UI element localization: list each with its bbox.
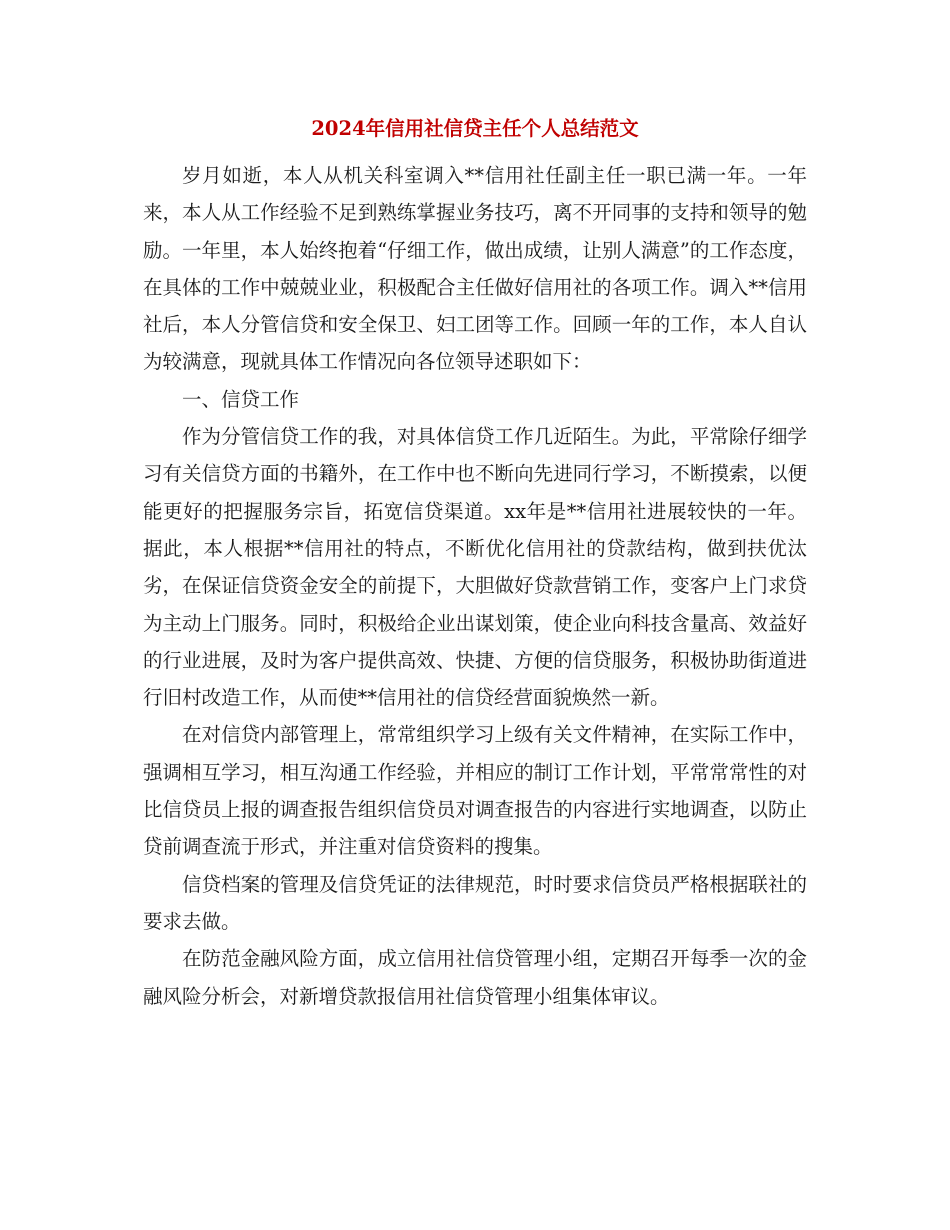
document-body: [143, 157, 807, 1015]
section-heading-credit-work: 一、信贷工作: [182, 387, 300, 411]
paragraph-internal-management: 在对信贷内部管理上，常常组织学习上级有关文件精神，在实际工作中，强调相互学习，相互沟通工作经验，并相应的制订工作计划，平常常常性的对比信贷员上报的调查报告组织信贷员对调查报告的内容进行实地调查，以防止贷前调查流于形式，并注重对信贷资料的搜集。: [143, 723, 807, 859]
paragraph-credit-work: 作为分管信贷工作的我，对具体信贷工作几近陌生。为此，平常除仔细学习有关信贷方面的书籍外，在工作中也不断向先进同行学习，不断摸索，以便能更好的把握服务宗旨，拓宽信贷渠道。xx年是**信用社进展较快的一年。据此，本人根据**信用社的特点，不断优化信用社的贷款结构，做到扶优汰劣，在保证信贷资金安全的前提下，大胆做好贷款营销工作，变客户上门求贷为主动上门服务。同时，积极给企业出谋划策，使企业向科技含量高、效益好的行业进展，及时为客户提供高效、快捷、方便的信贷服务，积极协助街道进行旧村改造工作，从而使**信用社的信贷经营面貌焕然一新。: [143, 425, 807, 710]
paragraph-intro: 岁月如逝，本人从机关科室调入**信用社任副主任一职已满一年。一年来，本人从工作经验不足到熟练掌握业务技巧，离不开同事的支持和领导的勉励。一年里，本人始终抱着“仔细工作，做出成绩，让别人满意”的工作态度，在具体的工作中兢兢业业，积极配合主任做好信用社的各项工作。调入**信用社后，本人分管信贷和安全保卫、妇工团等工作。回顾一年的工作，本人自认为较满意，现就具体工作情况向各位领导述职如下：: [143, 164, 807, 374]
paragraph-risk-prevention: 在防范金融风险方面，成立信用社信贷管理小组，定期召开每季一次的金融风险分析会，对新增贷款报信用社信贷管理小组集体审议。: [143, 947, 807, 1008]
paragraph-credit-archives: 信贷档案的管理及信贷凭证的法律规范，时时要求信贷员严格根据联社的要求去做。: [143, 872, 807, 933]
document-title: 2024年信用社信贷主任个人总结范文: [311, 117, 639, 140]
